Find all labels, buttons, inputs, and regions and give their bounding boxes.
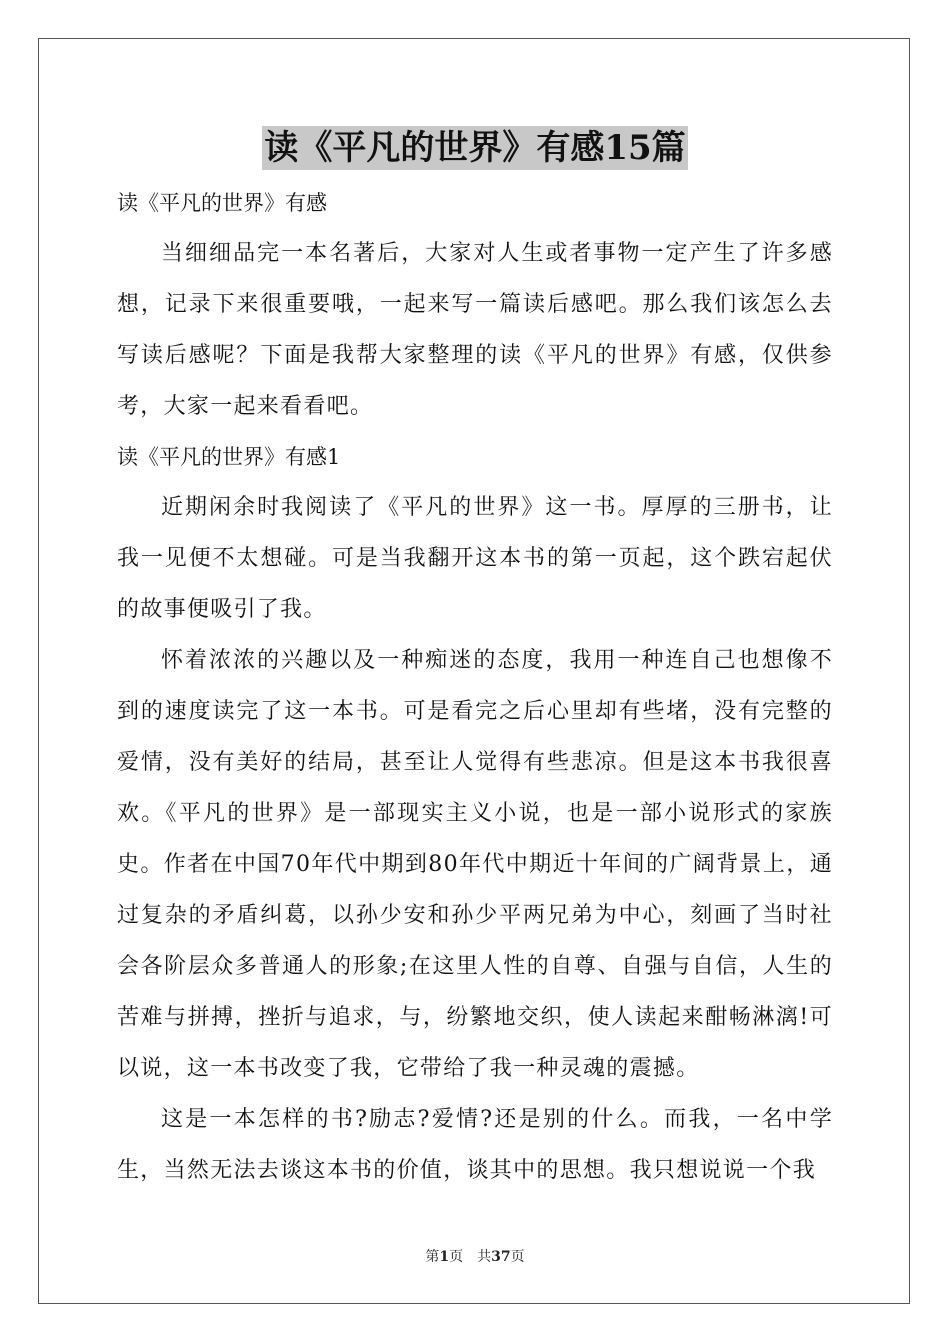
paragraph: 怀着浓浓的兴趣以及一种痴迷的态度，我用一种连自己也想像不到的速度读完了这一本书。可是看完之后心里却有些堵，没有完整的爱情，没有美好的结局，甚至让人觉得有些悲凉。但是这本书我很喜欢。《平凡的世界》是一部现实主义小说，也是一部小说形式的家族史。作者在中国70年代中期到80年代中期近十年间的广阔背景上，通过复杂的矛盾纠葛，以孙少安和孙少平两兄弟为中心，刻画了当时社会各阶层众多普通人的形象;在这里人性的自尊、自强与自信，人生的苦难与拼搏，挫折与追求，与，纷繁地交织，使人读起来酣畅淋漓!可以说，这一本书改变了我，它带给了我一种灵魂的震撼。 [117, 648, 833, 1081]
page-prefix: 第 [425, 1249, 440, 1265]
total-pages: 37 [491, 1249, 511, 1265]
title-container [0, 126, 950, 170]
document-title: 读《平凡的世界》有感15篇 [264, 128, 686, 168]
paragraph: 这是一本怎样的书?励志?爱情?还是别的什么。而我，一名中学生，当然无法去谈这本书的价值，谈其中的思想。我只想说说一个我 [117, 1107, 833, 1183]
page-suffix: 页 [449, 1249, 464, 1265]
paragraph: 当细细品完一本名著后，大家对人生或者事物一定产生了许多感想，记录下来很重要哦，一起来写一篇读后感吧。那么我们该怎么去写读后感呢？下面是我帮大家整理的读《平凡的世界》有感，仅供参考，大家一起来看看吧。 [117, 241, 833, 419]
page-footer [0, 1247, 950, 1267]
document-body [117, 178, 833, 1196]
page-number: 1 [439, 1249, 450, 1265]
section-heading: 读《平凡的世界》有感1 [117, 445, 341, 469]
section-heading: 读《平凡的世界》有感 [117, 191, 327, 215]
total-suffix: 页 [510, 1249, 525, 1265]
paragraph: 近期闲余时我阅读了《平凡的世界》这一书。厚厚的三册书，让我一见便不太想碰。可是当我翻开这本书的第一页起，这个跌宕起伏的故事便吸引了我。 [117, 495, 833, 622]
total-prefix: 共 [477, 1249, 492, 1265]
